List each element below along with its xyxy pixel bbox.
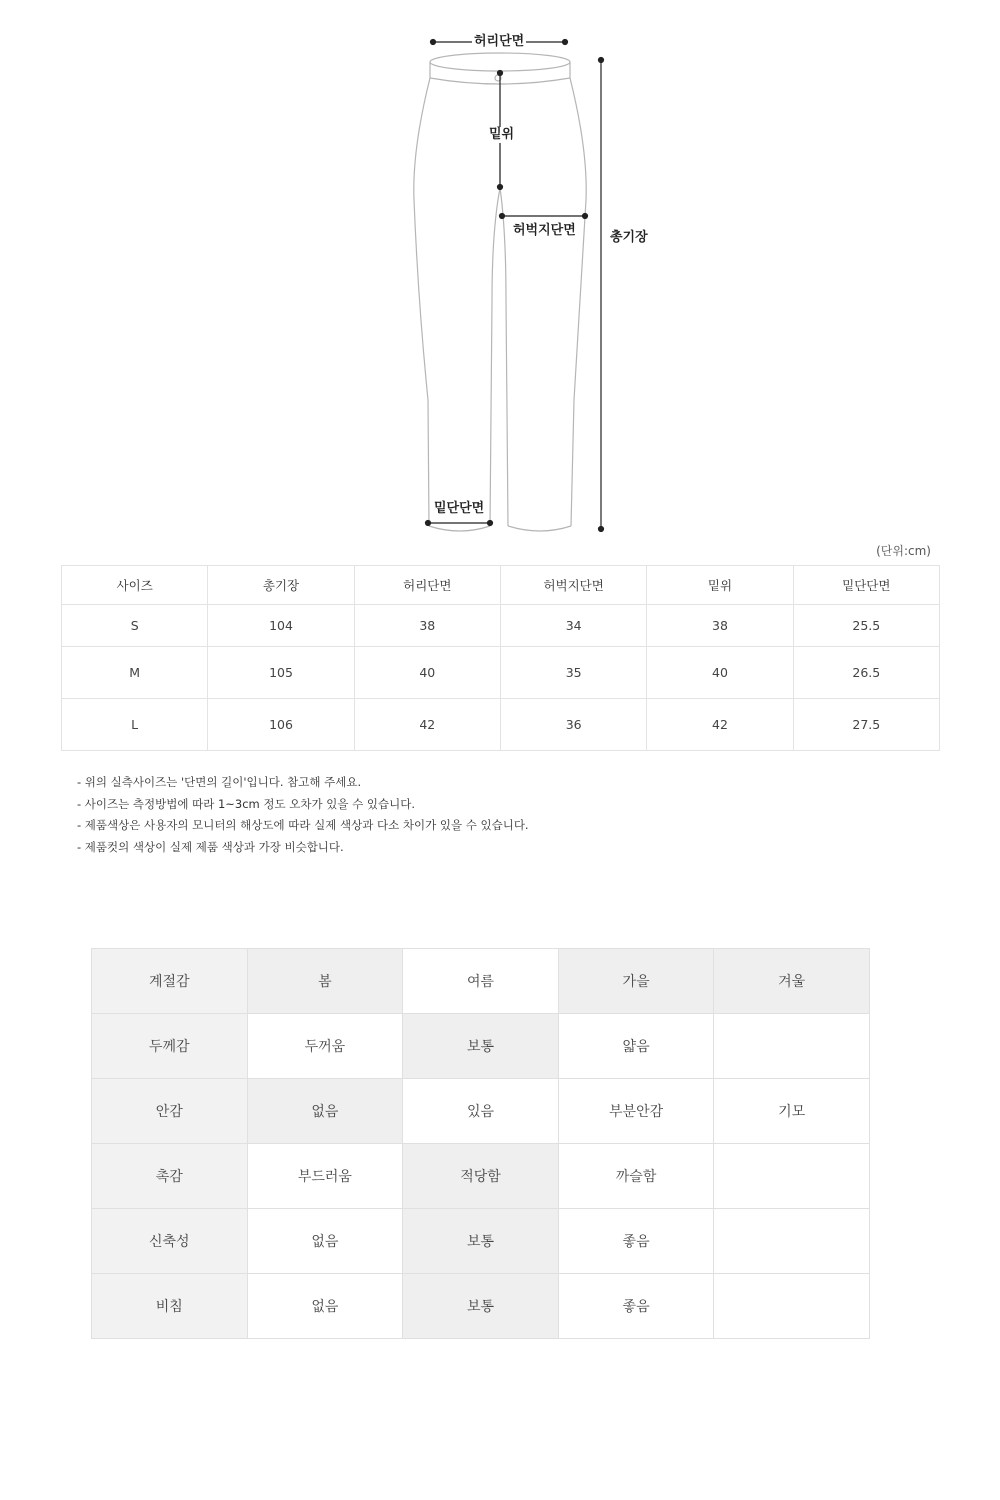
feel-option: 없음 xyxy=(247,1079,403,1144)
table-cell: 25.5 xyxy=(793,605,939,647)
feel-option xyxy=(714,1274,870,1339)
header-cell: 총기장 xyxy=(208,566,354,605)
feel-row xyxy=(92,1209,870,1274)
table-cell: 38 xyxy=(354,605,500,647)
fabric-feel-table xyxy=(91,948,870,1339)
feel-option: 있음 xyxy=(403,1079,559,1144)
left-hem xyxy=(429,526,490,531)
right-outer-seam xyxy=(570,78,586,526)
header-cell: 허리단면 xyxy=(354,566,500,605)
length-label: 총기장 xyxy=(610,230,648,245)
feel-option: 여름 xyxy=(403,949,559,1014)
feel-row-label: 촉감 xyxy=(92,1144,248,1209)
unit-label: (단위:cm) xyxy=(876,544,931,558)
feel-option xyxy=(714,1014,870,1079)
table-cell: 106 xyxy=(208,699,354,751)
table-row xyxy=(62,647,940,699)
size-table-header xyxy=(62,566,940,605)
feel-row xyxy=(92,1144,870,1209)
table-cell: 34 xyxy=(500,605,646,647)
size-notes xyxy=(77,772,529,858)
feel-option xyxy=(714,1144,870,1209)
feel-row-label: 비침 xyxy=(92,1274,248,1339)
feel-option: 좋음 xyxy=(558,1209,714,1274)
feel-row xyxy=(92,949,870,1014)
table-cell: 38 xyxy=(647,605,793,647)
feel-option: 부드러움 xyxy=(247,1144,403,1209)
feel-option: 얇음 xyxy=(558,1014,714,1079)
feel-option: 없음 xyxy=(247,1274,403,1339)
feel-row xyxy=(92,1079,870,1144)
table-cell: 105 xyxy=(208,647,354,699)
feel-option: 겨울 xyxy=(714,949,870,1014)
feel-option: 좋음 xyxy=(558,1274,714,1339)
note-line: - 위의 실측사이즈는 '단면의 길이'입니다. 참고해 주세요. xyxy=(77,775,362,789)
table-cell: 40 xyxy=(354,647,500,699)
table-cell: 27.5 xyxy=(793,699,939,751)
table-cell: 42 xyxy=(647,699,793,751)
header-cell: 밑위 xyxy=(647,566,793,605)
table-cell: 104 xyxy=(208,605,354,647)
feel-row xyxy=(92,1274,870,1339)
pants-measurement-diagram xyxy=(0,0,1000,540)
note-line: - 제품컷의 색상이 실제 제품 색상과 가장 비슷합니다. xyxy=(77,839,344,854)
table-row xyxy=(62,699,940,751)
feel-option: 보통 xyxy=(403,1014,559,1079)
note-line: - 사이즈는 측정방법에 따라 1~3cm 정도 오차가 있을 수 있습니다. xyxy=(77,796,416,811)
table-cell: 26.5 xyxy=(793,647,939,699)
right-inner-seam xyxy=(500,188,508,526)
feel-row-label: 두께감 xyxy=(92,1014,248,1079)
feel-row-label: 신축성 xyxy=(92,1209,248,1274)
feel-option: 까슬함 xyxy=(558,1144,714,1209)
feel-option: 가을 xyxy=(558,949,714,1014)
left-inner-seam xyxy=(490,86,500,526)
feel-row-label: 안감 xyxy=(92,1079,248,1144)
header-cell: 허벅지단면 xyxy=(500,566,646,605)
waist-label: 허리단면 xyxy=(474,34,525,49)
left-outer-seam xyxy=(414,78,430,526)
table-cell: 35 xyxy=(500,647,646,699)
waistband-top xyxy=(430,53,570,71)
table-cell: S xyxy=(62,605,208,647)
table-cell: M xyxy=(62,647,208,699)
table-row xyxy=(62,605,940,647)
hem-label: 밑단단면 xyxy=(434,501,485,516)
feel-option: 부분안감 xyxy=(558,1079,714,1144)
table-cell: 36 xyxy=(500,699,646,751)
thigh-label: 허벅지단면 xyxy=(513,223,576,238)
table-cell: L xyxy=(62,699,208,751)
header-cell: 사이즈 xyxy=(62,566,208,605)
pants-illustration xyxy=(0,0,1000,540)
feel-option xyxy=(714,1209,870,1274)
note-line: - 제품색상은 사용자의 모니터의 해상도에 따라 실제 색상과 다소 차이가 있을 수 있습니다. xyxy=(77,818,529,832)
feel-option: 없음 xyxy=(247,1209,403,1274)
feel-option: 보통 xyxy=(403,1274,559,1339)
rise-label: 밑위 xyxy=(489,127,515,142)
table-cell: 40 xyxy=(647,647,793,699)
feel-option: 두꺼움 xyxy=(247,1014,403,1079)
header-cell: 밑단단면 xyxy=(793,566,939,605)
feel-option: 보통 xyxy=(403,1209,559,1274)
feel-option: 봄 xyxy=(247,949,403,1014)
size-table xyxy=(61,565,940,751)
feel-row-label: 계절감 xyxy=(92,949,248,1014)
feel-row xyxy=(92,1014,870,1079)
right-hem xyxy=(508,526,571,531)
table-cell: 42 xyxy=(354,699,500,751)
feel-option: 기모 xyxy=(714,1079,870,1144)
feel-option: 적당함 xyxy=(403,1144,559,1209)
